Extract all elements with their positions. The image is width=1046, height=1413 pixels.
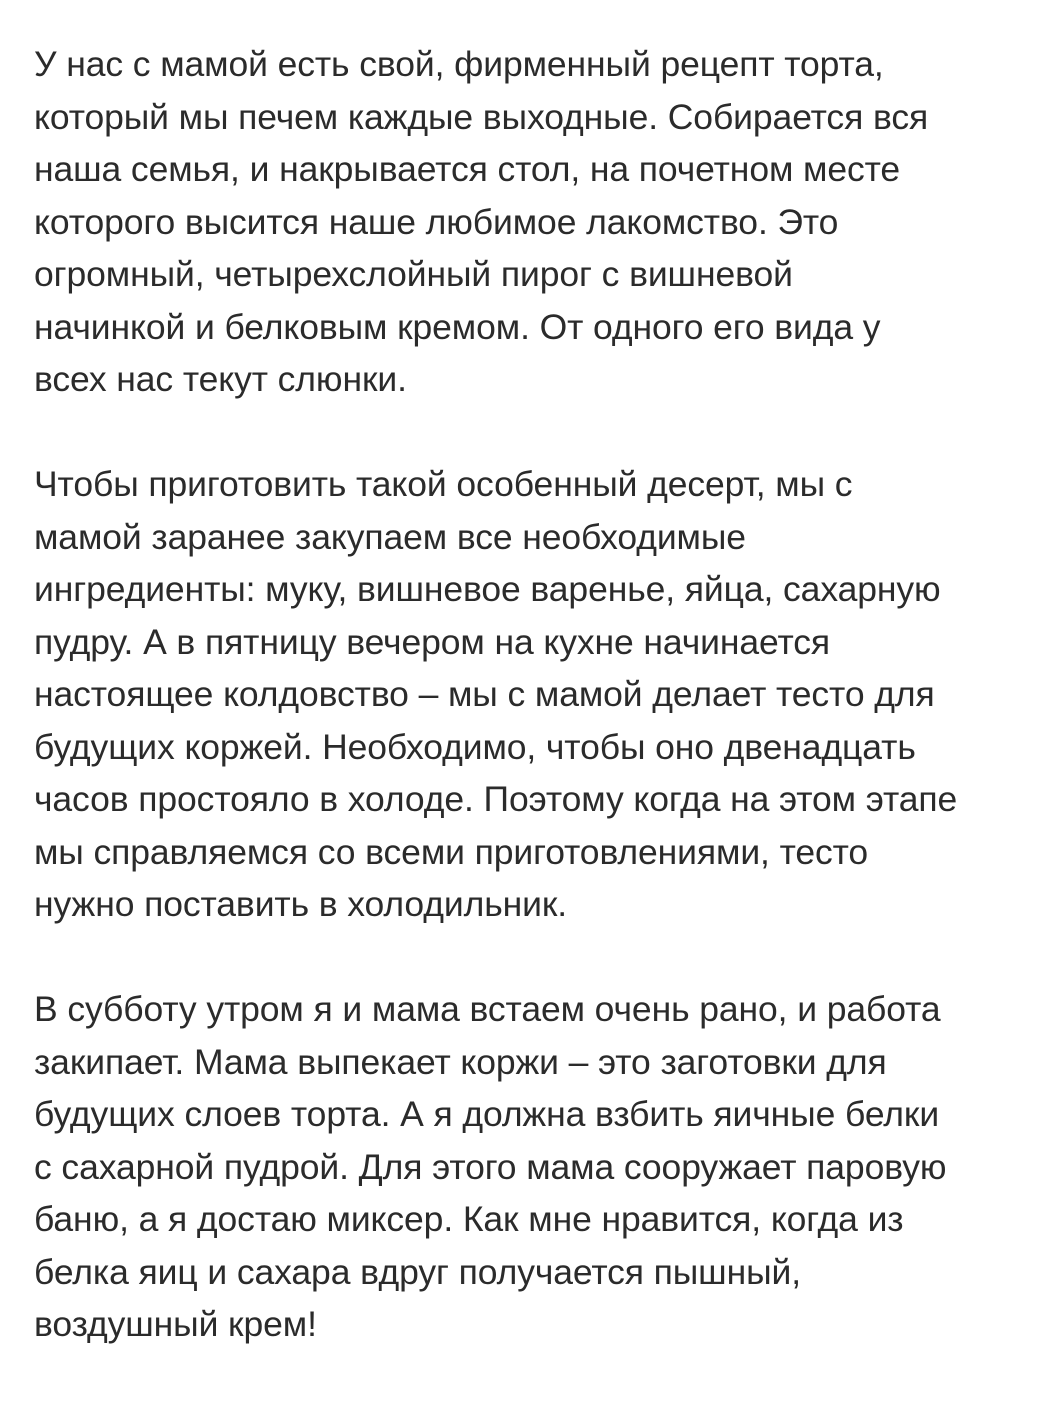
paragraph-3 bbox=[34, 983, 1024, 1351]
text-line: В субботу утром я и мама встаем очень рано, и работа bbox=[34, 989, 941, 1029]
paragraph-1 bbox=[34, 38, 1024, 406]
text-line: мы справляемся со всеми приготовлениями, тесто bbox=[34, 831, 869, 872]
text-line: воздушный крем! bbox=[34, 1304, 317, 1344]
text-line: часов простояло в холоде. Поэтому когда на этом этапе bbox=[34, 779, 958, 819]
text-line: с сахарной пудрой. Для этого мама сооружает паровую bbox=[34, 1146, 947, 1187]
text-line: всех нас текут слюнки. bbox=[34, 359, 407, 399]
text-line: настоящее колдовство – мы с мамой делает тесто для bbox=[34, 674, 935, 714]
text-line: будущих слоев торта. А я должна взбить яичные белки bbox=[34, 1094, 940, 1134]
text-line: баню, а я достаю миксер. Как мне нравится, когда из bbox=[34, 1199, 904, 1239]
text-line: белка яиц и сахара вдруг получается пышный, bbox=[34, 1251, 801, 1292]
text-line: начинкой и белковым кремом. От одного его вида у bbox=[34, 306, 881, 347]
text-line: которого высится наше любимое лакомство. Это bbox=[34, 201, 839, 242]
text-line: нужно поставить в холодильник. bbox=[34, 884, 568, 924]
text-line: У нас с мамой есть свой, фирменный рецепт торта, bbox=[34, 44, 884, 84]
text-line: будущих коржей. Необходимо, чтобы оно двенадцать bbox=[34, 726, 916, 767]
text-line: Чтобы приготовить такой особенный десерт, мы с bbox=[34, 464, 853, 504]
text-line: который мы печем каждые выходные. Собирается вся bbox=[34, 96, 929, 137]
text-line: ингредиенты: муку, вишневое варенье, яйца, сахарную bbox=[34, 569, 941, 609]
text-line: наша семья, и накрывается стол, на почетном месте bbox=[34, 149, 901, 189]
text-line: закипает. Мама выпекает коржи – это заготовки для bbox=[34, 1041, 887, 1082]
document-body bbox=[34, 38, 1024, 1351]
paragraph-2 bbox=[34, 458, 1024, 931]
text-line: огромный, четырехслойный пирог с вишневой bbox=[34, 254, 793, 294]
text-line: мамой заранее закупаем все необходимые bbox=[34, 516, 746, 557]
text-line: пудру. А в пятницу вечером на кухне начинается bbox=[34, 621, 831, 662]
